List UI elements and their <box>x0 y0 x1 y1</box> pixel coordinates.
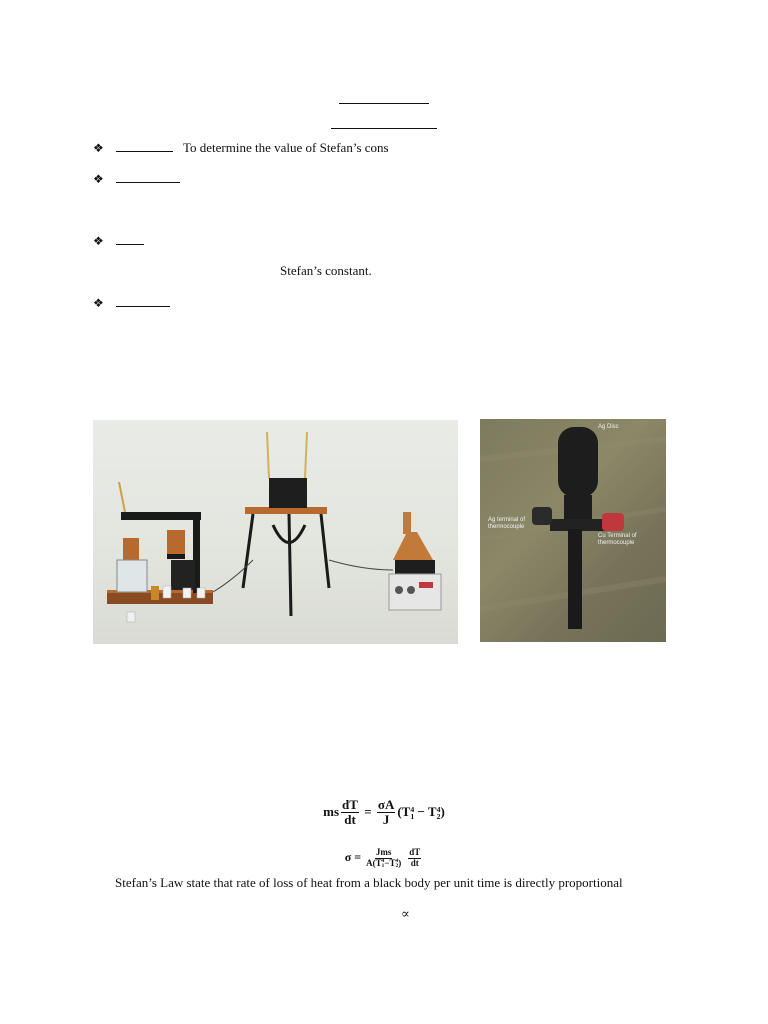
eq1-frac-sigmaA-J: $\frac{\sigma A}{J}$ <box>377 797 395 828</box>
equation-rate-of-cooling: ms $\frac{dT}{dt}$ = $\frac{\sigma A}{J}$ (T 4 1 − T 4 2 ) <box>323 797 445 828</box>
bullet-diagram <box>93 295 180 309</box>
aim-heading-blank <box>116 140 173 152</box>
bullet-apparatus <box>93 171 190 185</box>
apparatus-photo <box>93 420 458 644</box>
diamond-bullet-icon: ❖ <box>93 296 104 310</box>
ag-disc-label: Ag Disc <box>598 424 619 430</box>
cu-terminal-label: Cu Terminal of thermocouple <box>598 533 637 546</box>
diamond-bullet-icon: ❖ <box>93 141 104 155</box>
diamond-bullet-icon: ❖ <box>93 172 104 186</box>
eq2-frac-main: Jms A(T 4 1 −T 4 2 ) <box>366 847 402 869</box>
title-rule <box>339 103 429 104</box>
stefan-law-statement: Stefan’s Law state that rate of loss of heat from a black body per unit time is directly proportional <box>115 875 623 890</box>
thermocouple-photo <box>480 419 666 642</box>
eq2-sigma: σ = <box>344 850 362 865</box>
eq1-ms: ms <box>323 803 340 819</box>
stefan-constant-line: Stefan’s constant. <box>280 263 372 278</box>
proportional-symbol: ∝ <box>401 906 410 921</box>
eq1-equals: = <box>364 803 372 819</box>
bullet-aim <box>93 140 389 156</box>
ag-terminal-label: Ag terminal of thermocouple <box>488 517 526 530</box>
aim-text: To determine the value of Stefan’s cons <box>183 140 389 155</box>
apparatus-heading-blank <box>116 171 180 183</box>
eq1-frac-dTdt: $\frac{dT}{dt}$ <box>342 797 358 828</box>
bullet-symbols <box>93 233 154 247</box>
diagram-heading-blank <box>116 295 170 307</box>
diamond-bullet-icon: ❖ <box>93 234 104 248</box>
symbols-heading-blank <box>116 233 144 245</box>
subtitle-rule <box>331 128 437 129</box>
equation-sigma <box>0 848 768 869</box>
eq2-frac-dTdt: $\frac{dT}{dt}$ <box>409 847 421 868</box>
